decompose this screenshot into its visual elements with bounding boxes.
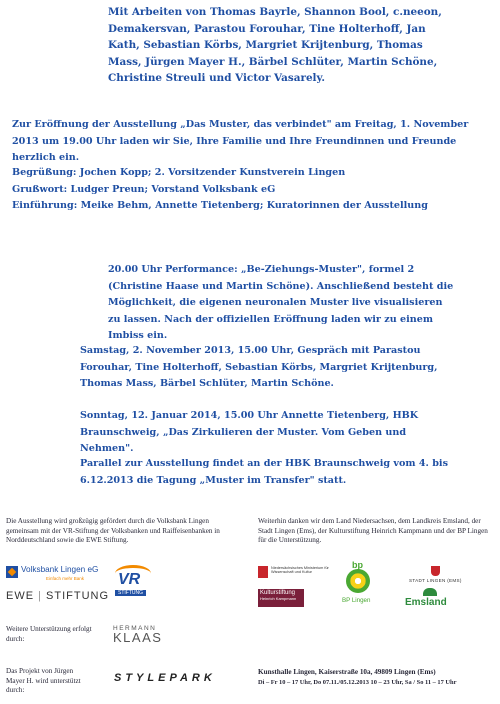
program-list [12,165,482,215]
ewe-divider: | [34,590,47,602]
ewe-text: EWE [6,590,35,602]
niedersachsen-logo [258,566,338,582]
support-label: Weitere Unterstützung erfolgt durch: [6,625,92,643]
kampmann-logo [258,589,304,607]
bp-helios-icon [346,569,370,593]
event-item: Parallel zur Ausstellung findet an der HBK Braunschweig vom 4. bis 6.12.2013 die Tagung „Muster im Transfer" statt. [80,458,448,486]
performance-text: 20.00 Uhr Performance: „Be-Ziehungs-Muster", formel 2 (Christine Haase und Martin Schöne). Anschließend besteht die Möglichkeit, die eigenen neuronalen Muster live visualisieren zu lassen. Nach der offiziellen Eröffnung laden wir zu einem Imbiss ein. [108,264,454,341]
volksbank-mark-icon [6,566,18,578]
volksbank-tagline: Einfach mehr Bank [46,576,85,581]
bp-lingen-label: BP Lingen [342,597,371,604]
nds-text: Niedersächsisches Ministerium für Wissenschaft und Kultur [271,566,329,575]
emsland-logo [405,588,461,612]
kampmann-text-b: Heinrich Kampmann [260,596,297,601]
volksbank-logo [6,565,106,587]
emsland-text: Emsland [405,597,447,608]
vr-letters: VR [118,571,141,588]
ewe-stiftung-logo [6,590,110,604]
bp-lingen-logo [336,560,388,610]
invitation-text: Zur Eröffnung der Ausstellung „Das Muster, das verbindet" am Freitag, 1. November 2013 um 19.00 Uhr laden wir Sie, Ihre Familie und Ihre Freundinnen und Freunde herzlich ein. [12,119,469,163]
program-welcome: Grußwort: Ludger Preun; Vorstand Volksbank eG [12,183,276,195]
event-item: Samstag, 2. November 2013, 15.00 Uhr, Gespräch mit Parastou Forouhar, Tine Holterhoff, Sebastian Körbs, Margriet Krijtenburg, Thomas Mass, Bärbel Schlüter, Martin Schöne. [80,345,438,389]
kampmann-text-a: Kulturstiftung [260,590,296,596]
stadt-lingen-text: STADT LINGEN (EMS) [409,578,462,583]
address-text: Kunsthalle Lingen, Kaiserstraße 10a, 49809 Lingen (Ems) [258,668,436,676]
hours-text: Di – Fr 10 – 17 Uhr, Do 07.11./05.12.2013 10 – 23 Uhr, Sa / So 11 – 17 Uhr [258,679,457,686]
vr-stiftung-label: STIFTUNG [115,590,146,596]
emsland-mark-icon [423,588,437,596]
sponsor-left-text: Die Ausstellung wird großzügig gefördert durch die Volksbank Lingen gemeinsam mit der VR-Stiftung der Volksbanken und Raiffeisenbanken in Norddeutschland sowie die EWE Stiftung. [6,517,220,544]
event-item: Sonntag, 12. Januar 2014, 15.00 Uhr Annette Tietenberg, HBK Braunschweig, „Das Zirkulieren der Muster. Vom Geben und Nehmen". [80,410,419,454]
volksbank-name: Volksbank Lingen eG [21,565,99,574]
hermann-text: HERMANN [113,625,157,632]
ewe-stiftung-text: STIFTUNG [46,590,110,602]
stylepark-logo: STYLEPARK [114,672,216,684]
hermann-klaas-logo [113,625,183,651]
nds-horse-icon [258,566,268,578]
program-intro: Einführung: Meike Behm, Annette Tietenberg; Kuratorinnen der Ausstellung [12,200,428,211]
vr-stiftung-logo [113,565,155,599]
stadt-lingen-logo [401,566,491,584]
project-label: Das Projekt von Jürgen Mayer H. wird unterstützt durch: [6,667,81,694]
artists-text: Mit Arbeiten von Thomas Bayrle, Shannon Bool, c.neeon, Demakersvan, Parastou Forouhar, Tine Holterhoff, Jan Kath, Sebastian Körbs, Margriet Krijtenburg, Thomas Mass, Jürgen Mayer H., Bärbel Schlüter, Martin Schöne, Christine Streuli und Victor Vasarely. [108,6,442,84]
bp-letters: bp [352,560,363,570]
program-greeting: Begrüßung: Jochen Kopp; 2. Vorsitzender Kunstverein Lingen [12,167,346,178]
sponsor-right-text: Weiterhin danken wir dem Land Niedersachsen, dem Landkreis Emsland, der Stadt Lingen (Ems), der Kulturstiftung Heinrich Kampmann und der BP Lingen für die Unterstützung. [258,517,488,544]
klaas-text: KLAAS [113,630,163,645]
stadt-crest-icon [431,566,440,576]
